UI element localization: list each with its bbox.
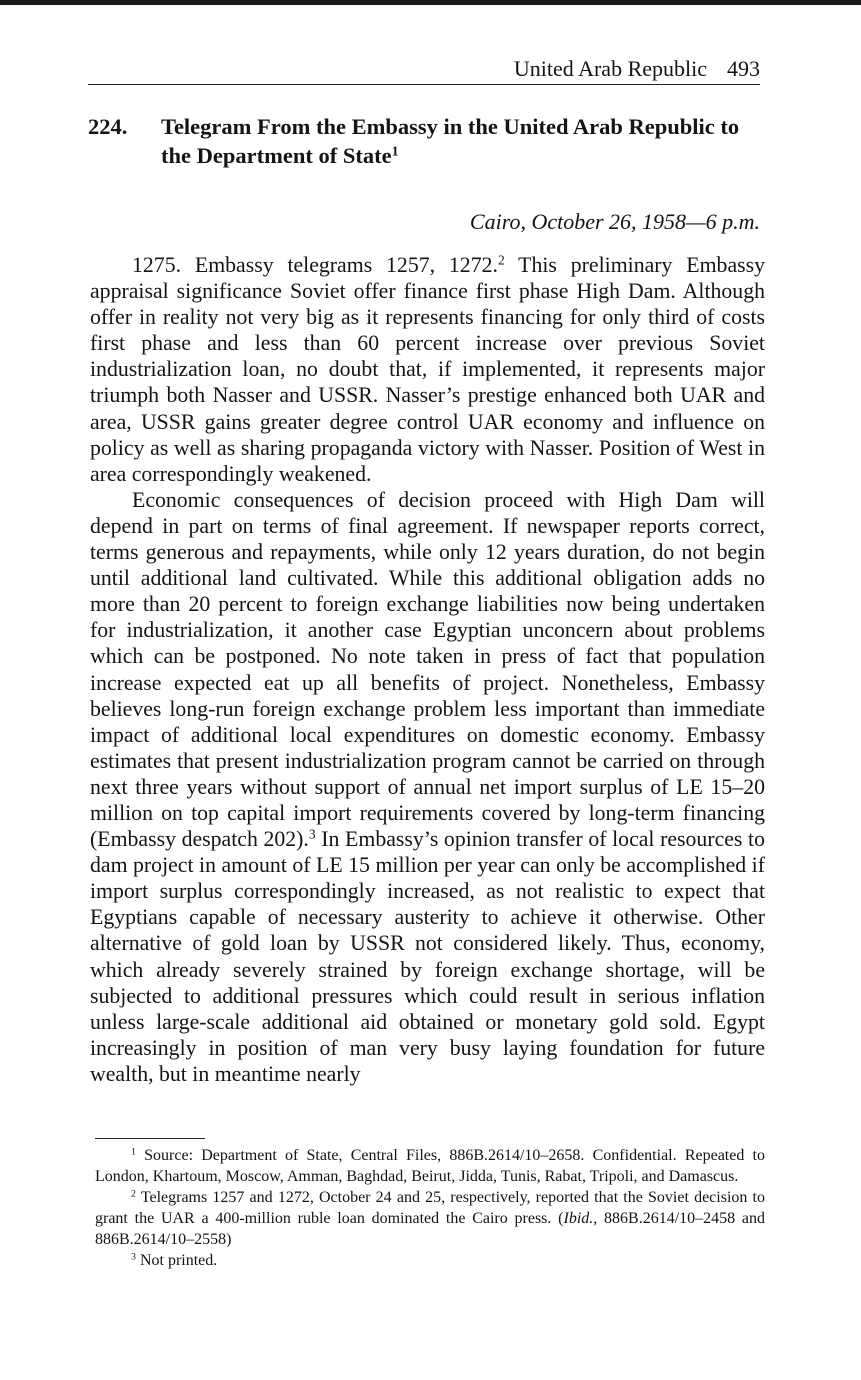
footnote-divider [95,1138,205,1139]
paragraph-2 [90,487,765,1087]
footnote-3 [95,1250,765,1271]
document-title-text: Telegram From the Embassy in the United Arab Republic to the Department of State [161,114,740,168]
footnote-2-ibid: Ibid. [563,1210,594,1227]
body-text [90,252,765,1087]
footnote-3-text: Not printed. [135,1252,218,1269]
footnote-1 [95,1145,765,1187]
paragraph-1-part-a: 1275. Embassy telegrams 1257, 1272. [132,253,498,277]
paragraph-2-part-b: In Embassy’s opinion transfer of local resources to dam project in amount of LE 15 million per year can only be accomplished if import surplus correspondingly increased, as not realistic to expect that Egyptians capable of necessary austerity to achieve it otherwise. Other alternative of gold loan by USSR not considered likely. Thus, economy, which already severely strained by foreign exchange shortage, will be subjected to additional pressures which could result in serious inflation unless large-scale additional aid obtained or monetary gold sold. Egypt increasingly in position of man very busy laying foundation for future wealth, but in meantime nearly [90,827,765,1086]
footnote-2-mark: 2 [131,1188,136,1200]
footnote-1-mark: 1 [131,1146,136,1158]
running-header [88,54,760,85]
footnote-ref-2[interactable]: 2 [497,252,505,268]
footnote-2-text-a: Telegrams 1257 and 1272, October 24 and 25, respectively, reported that the Soviet decision to grant the UAR a 400-million ruble loan dominated the Cairo press. ( [95,1189,765,1227]
footnote-ref-1[interactable]: 1 [391,144,399,160]
page-number: 493 [727,56,760,81]
footnote-2-text-b: , 886B.2614/10–2458 and 886B.2614/10–2558) [95,1210,766,1248]
footnote-2 [95,1187,765,1250]
footnote-ref-3[interactable]: 3 [308,826,316,842]
footnote-1-text: Source: Department of State, Central Files, 886B.2614/10–2658. Confidential. Repeated to London, Khartoum, Moscow, Amman, Baghdad, Beirut, Jidda, Tunis, Rabat, Tripoli, and Damascus. [95,1147,765,1185]
document-number: 224. [88,114,128,139]
dateline: Cairo, October 26, 1958—6 p.m. [469,209,760,234]
footnotes [95,1145,765,1271]
paragraph-1-part-b: This preliminary Embassy appraisal significance Soviet offer finance first phase High Dam. Although offer in reality not very big as it represents financing for only third of costs first phase and less than 60 percent increase over previous Soviet industrialization loan, no doubt that, if implemented, it represents major triumph both Nasser and USSR. Nasser’s prestige enhanced both UAR and area, USSR gains greater degree control UAR economy and influence on policy as well as sharing propaganda victory with Nasser. Position of West in area correspondingly weakened. [90,253,765,486]
paragraph-2-part-a: Economic consequences of decision proceed with High Dam will depend in part on terms of final agreement. If newspaper reports correct, terms generous and repayments, while only 12 years duration, do not begin until additional land cultivated. While this additional obligation adds no more than 20 percent to foreign exchange liabilities now being undertaken for industrialization, it another case Egyptian unconcern about problems which can be postponed. No note taken in press of fact that population increase expected eat up all benefits of project. Nonetheless, Embassy believes long-run foreign exchange problem less important than immediate impact of additional local expenditures on domestic economy. Embassy estimates that present industrialization program cannot be carried on through next three years without support of annual net import surplus of LE 15–20 million on top capital import requirements covered by long-term financing (Embassy despatch 202). [90,487,765,852]
top-scan-edge [0,0,861,5]
running-title: United Arab Republic [513,56,707,81]
document-title [161,112,761,170]
footnote-3-mark: 3 [131,1251,136,1263]
paragraph-1 [90,252,765,487]
